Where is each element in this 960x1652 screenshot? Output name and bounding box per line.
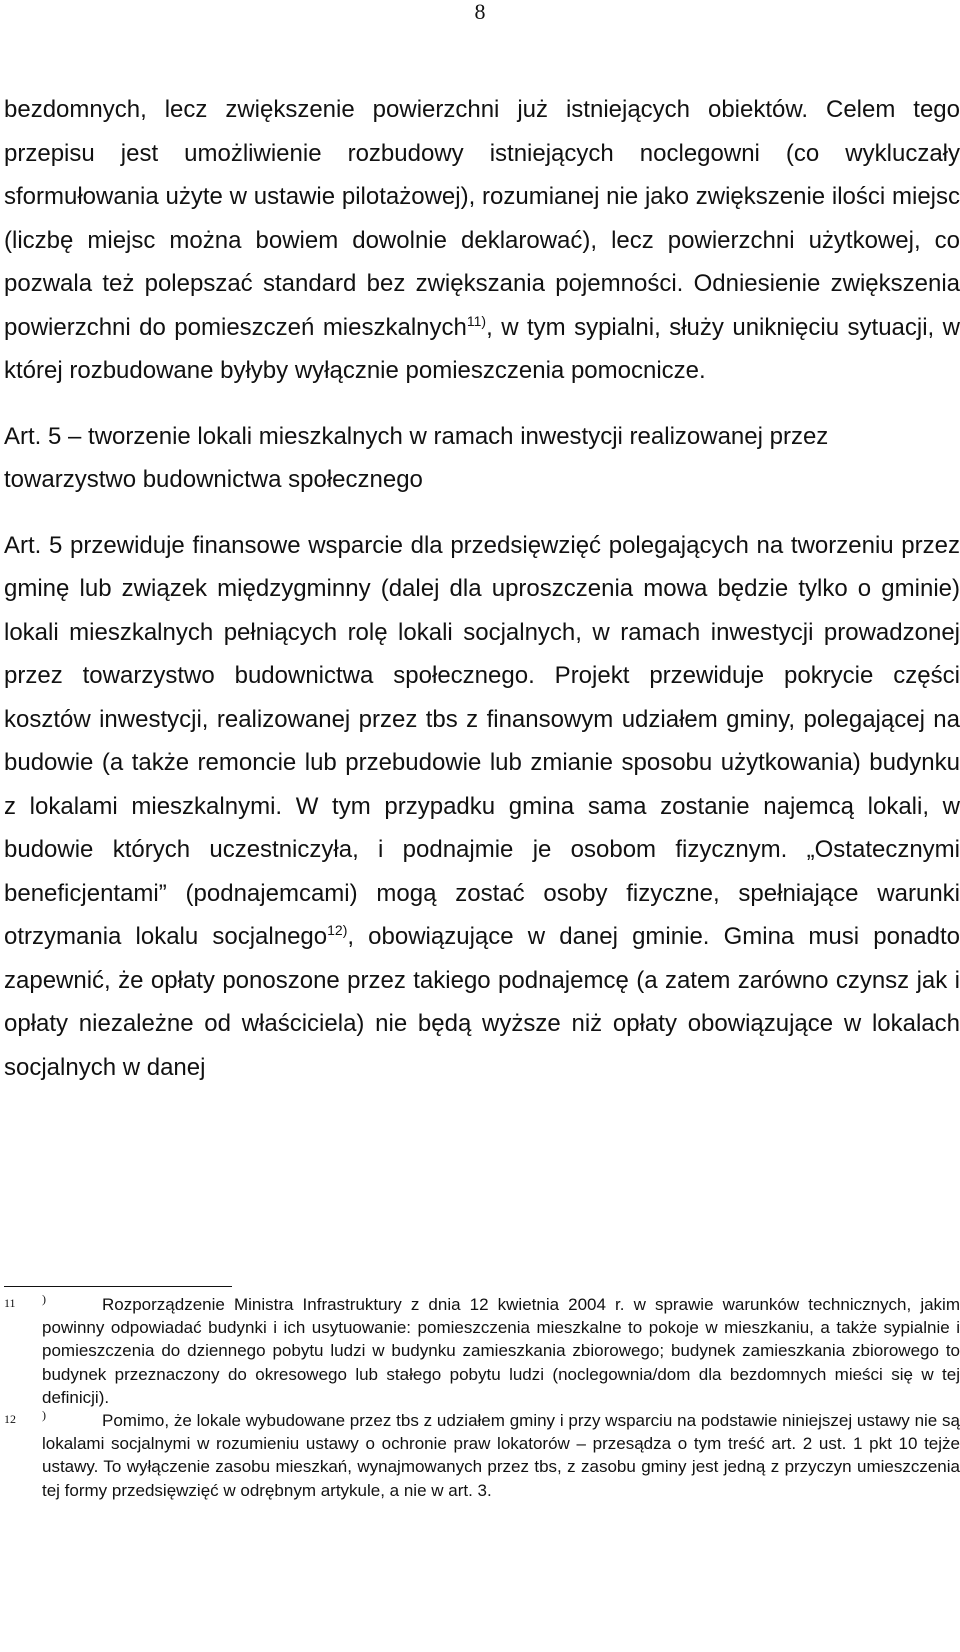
paragraph-art-5 xyxy=(4,524,960,1090)
footnote-paren: ) xyxy=(42,1408,46,1423)
paragraph-text: , obowiązujące w danej gminie. Gmina musi ponadto zapewnić, że opłaty ponoszone przez takiego podnajemcę (a zatem zarówno czynsz jak i opłaty niezależne od właściciela) nie będą wyższe niż opłaty obowiązujące w lokalach socjalnych w danej xyxy=(4,923,960,1081)
footnote-paren: ) xyxy=(42,1292,46,1307)
footnote-11 xyxy=(4,1293,960,1409)
footnote-number: 11 xyxy=(4,1296,16,1310)
footnote-separator xyxy=(4,1286,232,1287)
document-body xyxy=(4,88,960,1089)
footnote-number: 12 xyxy=(4,1412,16,1427)
paragraph-text: Art. 5 przewiduje finansowe wsparcie dla przedsięwzięć polegających na tworzeniu przez gminę lub związek międzygminny (dalej dla uproszczenia mowa będzie tylko o gminie) lokali mieszkalnych pełniących rolę lokali socjalnych, w ramach inwestycji prowadzonej przez towarzystwo budownictwa społecznego. Projekt przewiduje pokrycie części kosztów inwestycji, realizowanej przez tbs z finansowym udziałem gminy, polegającej na budowie (a także remoncie lub przebudowie lub zmianie sposobu użytkowania) budynku z lokalami mieszkalnymi. W tym przypadku gmina sama zostanie najemcą lokali, w budowie których uczestniczyła, i podnajmie je osobom fizycznym. „Ostatecznymi beneficjentami” (podnajemcami) mogą zostać osoby fizyczne, spełniające warunki otrzymania lokalu socjalnego xyxy=(4,531,960,950)
paragraph-text: , w tym sypialni, służy uniknięciu sytuacji, w której rozbudowane byłyby wyłącznie pomieszczenia pomocnicze. xyxy=(4,313,960,384)
paragraph-bezdomnych xyxy=(4,88,960,393)
footnote-text: Pomimo, że lokale wybudowane przez tbs z udziałem gminy i przy wsparciu na podstawie niniejszej ustawy nie są lokalami socjalnymi w rozumieniu ustawy o ochronie praw lokatorów – przesądza o tym treść art. 2 ust. 1 pkt 10 tejże ustawy. To wyłączenie zasobu mieszkań, wynajmowanych przez tbs, z zasobu gminy jest jedną z przyczyn umieszczenia tej formy przedsięwzięć w odrębnym artykule, a nie w art. 3. xyxy=(42,1411,960,1500)
section-heading-art-5: Art. 5 – tworzenie lokali mieszkalnych w ramach inwestycji realizowanej przez towarzystwo budownictwa społecznego xyxy=(4,422,829,493)
footnote-ref-11[interactable]: 11) xyxy=(466,312,487,329)
footnote-ref-12[interactable]: 12) xyxy=(327,922,348,938)
footnotes xyxy=(4,1293,960,1502)
page-number: 8 xyxy=(474,0,486,24)
footnote-text: Rozporządzenie Ministra Infrastruktury z dnia 12 kwietnia 2004 r. w sprawie warunków technicznych, jakim powinny odpowiadać budynki i ich usytuowanie: pomieszczenia mieszkalne to pokoje w mieszkaniu, a także sypialnie i pomieszczenia do dziennego pobytu ludzi w budynku zamieszkania zbiorowego; budynek zamieszkania zbiorowego to budynek przeznaczony do okresowego lub stałego pobytu ludzi (noclegownia/dom dla bezdomnych mieści się w tej definicji). xyxy=(42,1295,960,1407)
footnote-12 xyxy=(4,1409,960,1502)
paragraph-text: bezdomnych, lecz zwiększenie powierzchni już istniejących obiektów. Celem tego przepisu jest umożliwienie rozbudowy istniejących noclegowni (co wykluczały sformułowania użyte w ustawie pilotażowej), rozumianej nie jako zwiększenie ilości miejsc (liczbę miejsc można bowiem dowolnie deklarować), lecz powierzchni użytkowej, co pozwala też polepszać standard bez zwiększania pojemności. Odniesienie zwiększenia powierzchni do pomieszczeń mieszkalnych xyxy=(4,96,960,341)
